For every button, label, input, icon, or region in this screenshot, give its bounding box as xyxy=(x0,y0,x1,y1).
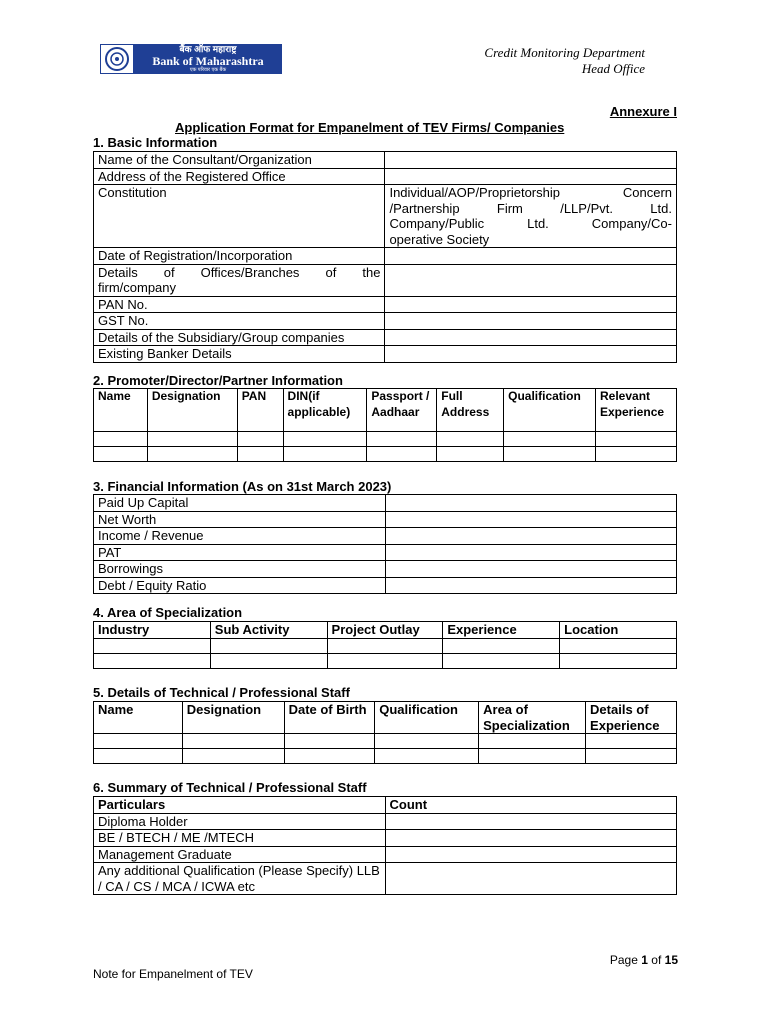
table-row xyxy=(94,329,677,346)
page-label: Page xyxy=(609,953,638,967)
page-number xyxy=(610,953,678,967)
table-row xyxy=(94,813,677,830)
table-header-row xyxy=(94,389,677,432)
cell[interactable] xyxy=(479,749,586,764)
field-value[interactable] xyxy=(385,813,676,830)
cell[interactable] xyxy=(237,432,283,447)
section2-title: 2. Promoter/Director/Partner Information xyxy=(93,373,343,388)
field-label: PAN No. xyxy=(94,296,385,313)
bank-name-hindi: बैंक ऑफ महाराष्ट्र xyxy=(179,44,237,54)
cell[interactable] xyxy=(504,432,596,447)
financial-info-table xyxy=(93,494,677,594)
section1-title: 1. Basic Information xyxy=(93,135,218,150)
constitution-line: Company/Public Ltd. Company/Co- xyxy=(389,216,672,231)
col-header-experience: Experience xyxy=(443,622,560,639)
field-label: Income / Revenue xyxy=(94,528,386,545)
table-row xyxy=(94,313,677,330)
table-row xyxy=(94,447,677,462)
field-label: Constitution xyxy=(94,185,385,248)
col-header-name: Name xyxy=(94,702,183,734)
col-header-particulars: Particulars xyxy=(94,797,386,814)
staff-summary-table xyxy=(93,796,677,895)
field-value[interactable] xyxy=(385,313,677,330)
section4-title: 4. Area of Specialization xyxy=(93,605,243,620)
cell[interactable] xyxy=(210,638,327,653)
table-row xyxy=(94,561,677,578)
field-value[interactable] xyxy=(385,495,676,512)
section6-title: 6. Summary of Technical / Professional Staff xyxy=(93,780,367,795)
field-label: Address of the Registered Office xyxy=(94,168,385,185)
bank-logo xyxy=(100,44,282,74)
cell[interactable] xyxy=(375,749,479,764)
field-value[interactable] xyxy=(385,830,676,847)
cell[interactable] xyxy=(375,734,479,749)
table-row xyxy=(94,185,677,248)
basic-info-table xyxy=(93,151,677,363)
office-name: Head Office xyxy=(581,61,645,76)
section3-title: 3. Financial Information (As on 31st March 2023) xyxy=(93,479,392,494)
col-header-address: Full Address xyxy=(437,389,504,432)
section5-title: 5. Details of Technical / Professional Staff xyxy=(93,685,350,700)
cell[interactable] xyxy=(443,638,560,653)
cell[interactable] xyxy=(94,447,148,462)
field-label xyxy=(94,264,385,296)
field-label: Net Worth xyxy=(94,511,386,528)
field-label: Any additional Qualification (Please Specify) LLB / CA / CS / MCA / ICWA etc xyxy=(94,863,386,895)
constitution-options[interactable] xyxy=(385,185,677,248)
col-header-industry: Industry xyxy=(94,622,211,639)
cell[interactable] xyxy=(237,447,283,462)
col-header-project-outlay: Project Outlay xyxy=(327,622,443,639)
department-name: Credit Monitoring Department xyxy=(484,45,645,60)
col-header-designation: Designation xyxy=(182,702,284,734)
field-label: Paid Up Capital xyxy=(94,495,386,512)
field-label: Name of the Consultant/Organization xyxy=(94,152,385,169)
col-header-sub-activity: Sub Activity xyxy=(210,622,327,639)
table-row xyxy=(94,432,677,447)
table-row xyxy=(94,168,677,185)
col-header-qualification: Qualification xyxy=(504,389,596,432)
cell[interactable] xyxy=(479,734,586,749)
field-value[interactable] xyxy=(385,846,676,863)
page-current: 1 xyxy=(641,953,648,967)
cell[interactable] xyxy=(147,432,237,447)
table-header-row xyxy=(94,797,677,814)
cell[interactable] xyxy=(586,749,677,764)
bank-name: Bank of Maharashtra xyxy=(152,54,264,68)
table-row xyxy=(94,544,677,561)
field-label: Diploma Holder xyxy=(94,813,386,830)
cell[interactable] xyxy=(327,638,443,653)
page-title: Application Format for Empanelment of TEV Firms/ Companies xyxy=(175,120,565,135)
field-value[interactable] xyxy=(385,511,676,528)
footer-note: Note for Empanelment of TEV xyxy=(93,967,253,981)
table-row xyxy=(94,248,677,265)
cell[interactable] xyxy=(437,432,504,447)
col-header-area: Area of Specialization xyxy=(479,702,586,734)
field-value[interactable] xyxy=(385,577,676,594)
field-label: Borrowings xyxy=(94,561,386,578)
field-value[interactable] xyxy=(385,296,677,313)
cell[interactable] xyxy=(586,734,677,749)
cell[interactable] xyxy=(284,749,375,764)
constitution-line: operative Society xyxy=(389,231,490,247)
table-header-row xyxy=(94,622,677,639)
cell[interactable] xyxy=(443,653,560,668)
cell[interactable] xyxy=(367,447,437,462)
table-row xyxy=(94,749,677,764)
table-row xyxy=(94,495,677,512)
col-header-name: Name xyxy=(94,389,148,432)
cell[interactable] xyxy=(327,653,443,668)
field-value[interactable] xyxy=(385,528,676,545)
table-row xyxy=(94,296,677,313)
field-label: Date of Registration/Incorporation xyxy=(94,248,385,265)
field-label: Details of the Subsidiary/Group companies xyxy=(94,329,385,346)
table-row xyxy=(94,830,677,847)
field-value[interactable] xyxy=(385,152,677,169)
bank-tagline: एक परिवार एक बैंक xyxy=(189,67,227,73)
bank-emblem-icon xyxy=(100,44,134,74)
field-label-line: Details of Offices/Branches of the xyxy=(98,264,381,280)
field-value[interactable] xyxy=(385,329,677,346)
table-row xyxy=(94,511,677,528)
table-row xyxy=(94,577,677,594)
field-label: GST No. xyxy=(94,313,385,330)
page-total: 15 xyxy=(664,953,678,967)
staff-details-table xyxy=(93,701,677,764)
table-row xyxy=(94,734,677,749)
cell[interactable] xyxy=(437,447,504,462)
field-label: Existing Banker Details xyxy=(94,346,385,363)
field-label: Debt / Equity Ratio xyxy=(94,577,386,594)
table-row xyxy=(94,152,677,169)
col-header-qualification: Qualification xyxy=(375,702,479,734)
cell[interactable] xyxy=(560,638,677,653)
field-value[interactable] xyxy=(385,264,677,296)
cell[interactable] xyxy=(94,432,148,447)
cell[interactable] xyxy=(596,447,677,462)
table-header-row xyxy=(94,702,677,734)
col-header-passport: Passport / Aadhaar xyxy=(367,389,437,432)
cell[interactable] xyxy=(210,653,327,668)
table-row xyxy=(94,653,677,668)
cell[interactable] xyxy=(94,638,211,653)
field-value[interactable] xyxy=(385,346,677,363)
table-row xyxy=(94,264,677,296)
col-header-designation: Designation xyxy=(147,389,237,432)
cell[interactable] xyxy=(94,749,183,764)
field-value[interactable] xyxy=(385,248,677,265)
field-value[interactable] xyxy=(385,863,676,895)
table-row xyxy=(94,346,677,363)
field-value[interactable] xyxy=(385,168,677,185)
constitution-line: Individual/AOP/Proprietorship Concern xyxy=(389,185,672,200)
cell[interactable] xyxy=(94,653,211,668)
table-row xyxy=(94,528,677,545)
cell[interactable] xyxy=(182,734,284,749)
field-label: Management Graduate xyxy=(94,846,386,863)
cell[interactable] xyxy=(283,432,367,447)
cell[interactable] xyxy=(367,432,437,447)
page-of: of xyxy=(651,953,662,967)
col-header-experience: Relevant Experience xyxy=(596,389,677,432)
col-header-count: Count xyxy=(385,797,676,814)
cell[interactable] xyxy=(147,447,237,462)
specialization-table xyxy=(93,621,677,669)
cell[interactable] xyxy=(94,734,183,749)
cell[interactable] xyxy=(284,734,375,749)
table-row xyxy=(94,863,677,895)
field-label: PAT xyxy=(94,544,386,561)
annexure-label: Annexure I xyxy=(609,104,677,119)
cell[interactable] xyxy=(560,653,677,668)
col-header-pan: PAN xyxy=(237,389,283,432)
col-header-details: Details of Experience xyxy=(586,702,677,734)
cell[interactable] xyxy=(504,447,596,462)
table-row xyxy=(94,638,677,653)
promoter-table xyxy=(93,388,677,462)
table-row xyxy=(94,846,677,863)
constitution-line: /Partnership Firm /LLP/Pvt. Ltd. xyxy=(389,200,672,216)
field-value[interactable] xyxy=(385,561,676,578)
cell[interactable] xyxy=(182,749,284,764)
col-header-dob: Date of Birth xyxy=(284,702,375,734)
cell[interactable] xyxy=(283,447,367,462)
col-header-din: DIN(if applicable) xyxy=(283,389,367,432)
field-label: BE / BTECH / ME /MTECH xyxy=(94,830,386,847)
field-value[interactable] xyxy=(385,544,676,561)
cell[interactable] xyxy=(596,432,677,447)
field-label-line: firm/company xyxy=(98,280,177,295)
col-header-location: Location xyxy=(560,622,677,639)
